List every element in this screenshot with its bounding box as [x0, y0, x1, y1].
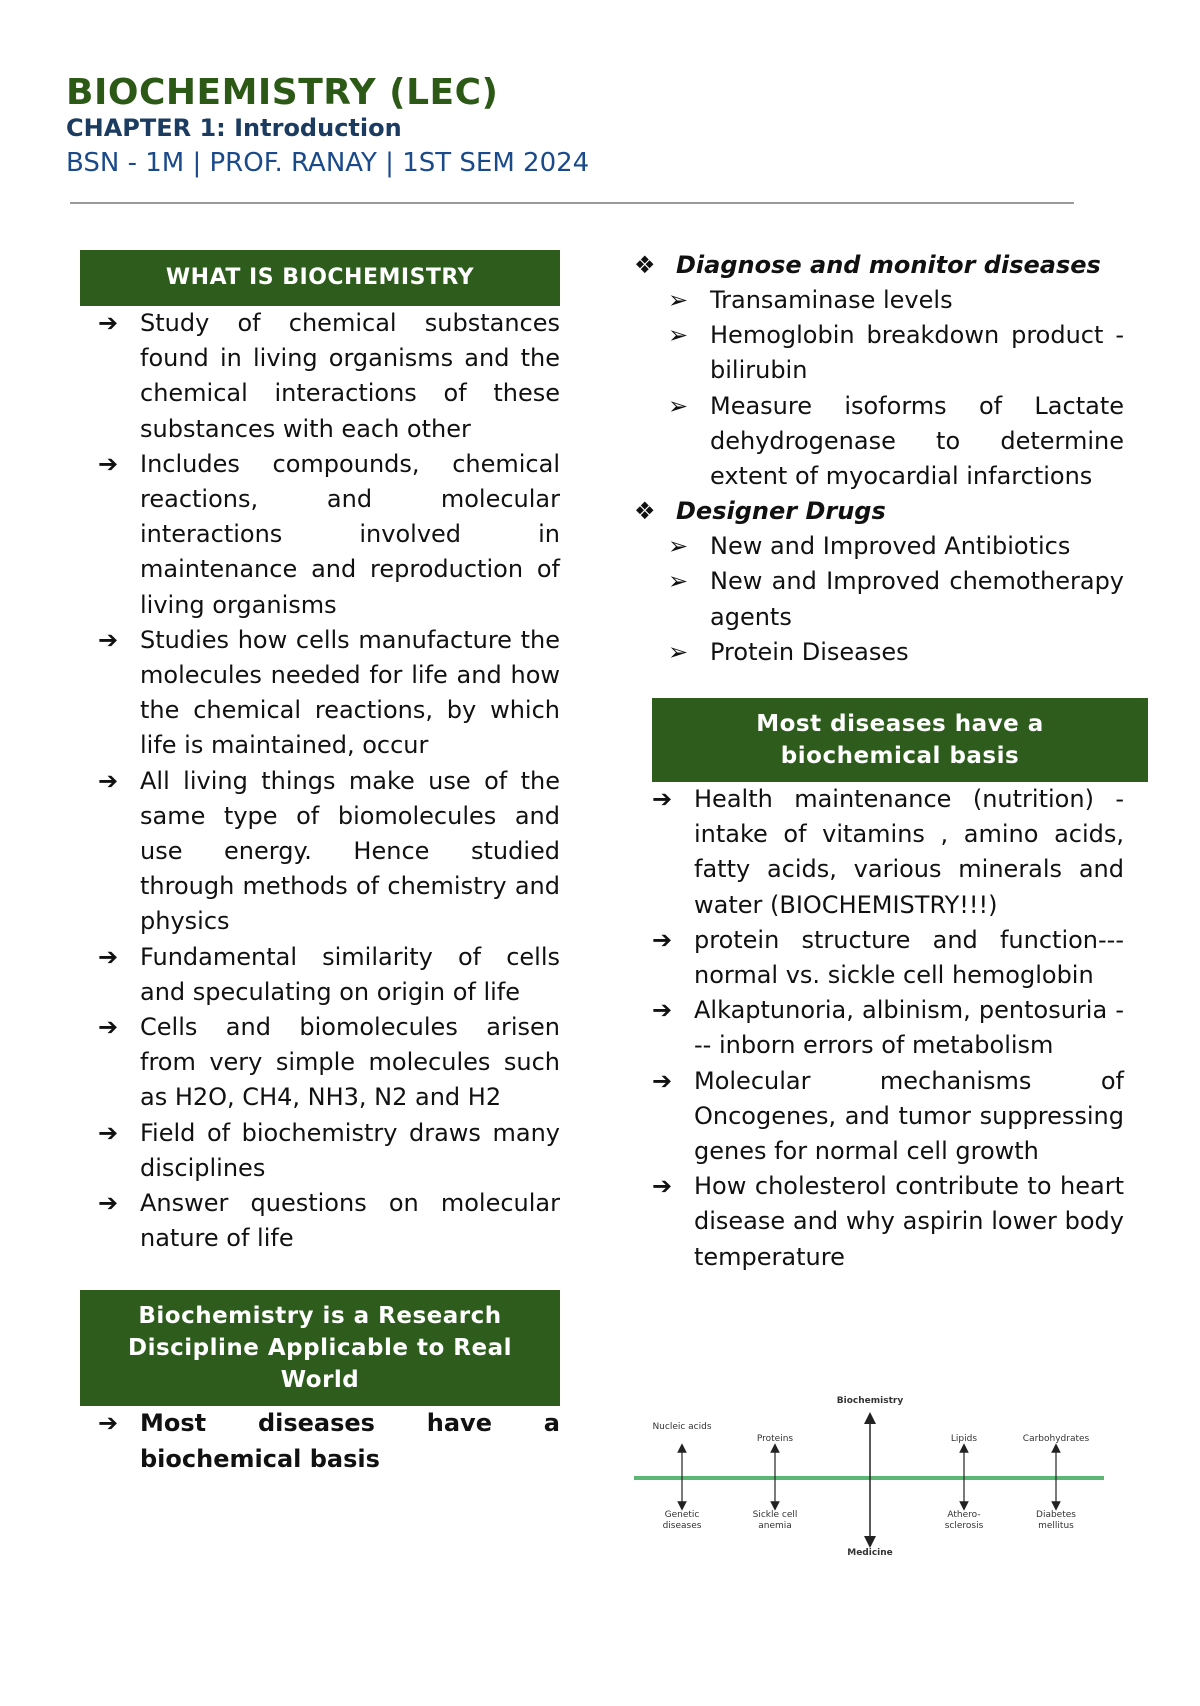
- biochemistry-label: Biochemistry: [836, 1396, 904, 1406]
- research-list: [80, 1406, 560, 1476]
- arrow-icon: ➔: [98, 309, 119, 337]
- diamond-icon: ❖: [634, 251, 656, 279]
- list-item: ➢ Measure isoforms of Lactate dehydrogenase to determine extent of myocardial infarctions: [634, 389, 1124, 495]
- arrow-icon: ➔: [98, 1118, 119, 1147]
- list-item: ➔ Fundamental similarity of cells and speculating on origin of life: [80, 940, 560, 1010]
- diagnose-list: [634, 283, 1124, 494]
- arrow-icon: ➔: [98, 625, 119, 654]
- arrow-icon: ➔: [98, 1409, 119, 1438]
- arrow-icon: ➔: [98, 942, 119, 971]
- medicine-label: Medicine: [847, 1548, 893, 1558]
- document-title: BIOCHEMISTRY (LEC): [66, 72, 499, 113]
- diabetes-mellitus-label: Diabetes mellitus: [1036, 1510, 1076, 1531]
- list-item: ➔ Molecular mechanisms of Oncogenes, and tumor suppressing genes for normal cell growth: [634, 1064, 1124, 1170]
- nucleic-acids-label: Nucleic acids: [652, 1422, 712, 1432]
- arrowhead-icon: ➢: [668, 567, 689, 596]
- banner-line: biochemical basis: [780, 743, 1020, 770]
- list-item: ➔ Studies how cells manufacture the molecules needed for life and how the chemical reactions, by which life is maintained, occur: [80, 623, 560, 764]
- arrow-icon: ➔: [98, 766, 119, 795]
- arrowhead-icon: ➢: [668, 391, 689, 420]
- list-item: ➢ New and Improved chemotherapy agents: [634, 564, 1124, 634]
- list-item: ➢ Transaminase levels: [634, 283, 1124, 318]
- diamond-icon: ❖: [634, 497, 656, 526]
- list-item: ➔ Field of biochemistry draws many disciplines: [80, 1116, 560, 1186]
- left-column: [80, 250, 560, 1477]
- arrowhead-icon: ➢: [668, 532, 689, 561]
- arrow-icon: ➔: [652, 996, 673, 1025]
- list-item: ➢ Hemoglobin breakdown product - bilirubin: [634, 318, 1124, 388]
- what-is-biochemistry-banner: WHAT IS BIOCHEMISTRY: [80, 250, 560, 306]
- list-item: ➢ Protein Diseases: [634, 635, 1124, 670]
- chapter-title: CHAPTER 1: Introduction: [66, 114, 402, 142]
- banner-line: Biochemistry is a Research: [138, 1303, 502, 1330]
- designer-drugs-list: [634, 529, 1124, 670]
- designer-drugs-heading: ❖ Designer Drugs: [634, 494, 1124, 529]
- list-item: ➔ Most diseases have a biochemical basis: [80, 1406, 560, 1476]
- proteins-label: Proteins: [756, 1434, 794, 1444]
- sickle-cell-anemia-label: Sickle cell anemia: [752, 1510, 798, 1531]
- diagram-graphic: [634, 1392, 1114, 1564]
- right-column: [634, 248, 1124, 1275]
- list-item: ➔ Health maintenance (nutrition) - intake of vitamins , amino acids, fatty acids, various minerals and water (BIOCHEMISTRY!!!): [634, 782, 1124, 923]
- biochemistry-medicine-diagram: [634, 1392, 1114, 1564]
- list-item: ➔ All living things make use of the same type of biomolecules and use energy. Hence studied through methods of chemistry and physics: [80, 764, 560, 940]
- arrow-icon: ➔: [652, 1172, 673, 1201]
- arrow-icon: ➔: [652, 925, 673, 954]
- list-item: ➔ Alkaptunoria, albinism, pentosuria --- inborn errors of metabolism: [634, 993, 1124, 1063]
- lipids-label: Lipids: [950, 1434, 978, 1444]
- arrowhead-icon: ➢: [668, 321, 689, 350]
- list-item: ➔ Study of chemical substances found in living organisms and the chemical interactions of these substances with each other: [80, 306, 560, 447]
- header-divider: [70, 202, 1074, 204]
- list-item: ➔ Cells and biomolecules arisen from very simple molecules such as H2O, CH4, NH3, N2 and H2: [80, 1010, 560, 1116]
- arrow-icon: ➔: [652, 1066, 673, 1095]
- diseases-banner: [652, 698, 1148, 782]
- arrowhead-icon: ➢: [668, 286, 689, 314]
- arrow-icon: ➔: [652, 785, 673, 814]
- banner-line: Discipline Applicable to Real World: [127, 1335, 513, 1394]
- list-item: ➢ New and Improved Antibiotics: [634, 529, 1124, 564]
- research-discipline-banner: [80, 1290, 560, 1406]
- list-item: ➔ Answer questions on molecular nature of life: [80, 1186, 560, 1256]
- arrow-icon: ➔: [98, 449, 119, 478]
- what-is-biochemistry-list: [80, 306, 560, 1256]
- atherosclerosis-label: Athero- sclerosis: [944, 1510, 984, 1531]
- course-meta: BSN - 1M | PROF. RANAY | 1ST SEM 2024: [66, 148, 590, 178]
- arrowhead-icon: ➢: [668, 637, 689, 666]
- arrow-icon: ➔: [98, 1013, 119, 1042]
- diseases-list: [634, 782, 1124, 1275]
- diagnose-heading: ❖ Diagnose and monitor diseases: [634, 248, 1124, 283]
- carbohydrates-label: Carbohydrates: [1022, 1434, 1090, 1444]
- banner-line: Most diseases have a: [756, 711, 1044, 738]
- arrow-icon: ➔: [98, 1189, 119, 1218]
- genetic-diseases-label: Genetic diseases: [662, 1510, 702, 1531]
- list-item: ➔ How cholesterol contribute to heart disease and why aspirin lower body temperature: [634, 1169, 1124, 1275]
- list-item: ➔ protein structure and function--- normal vs. sickle cell hemoglobin: [634, 923, 1124, 993]
- list-item: ➔ Includes compounds, chemical reactions, and molecular interactions involved in maintenance and reproduction of living organisms: [80, 447, 560, 623]
